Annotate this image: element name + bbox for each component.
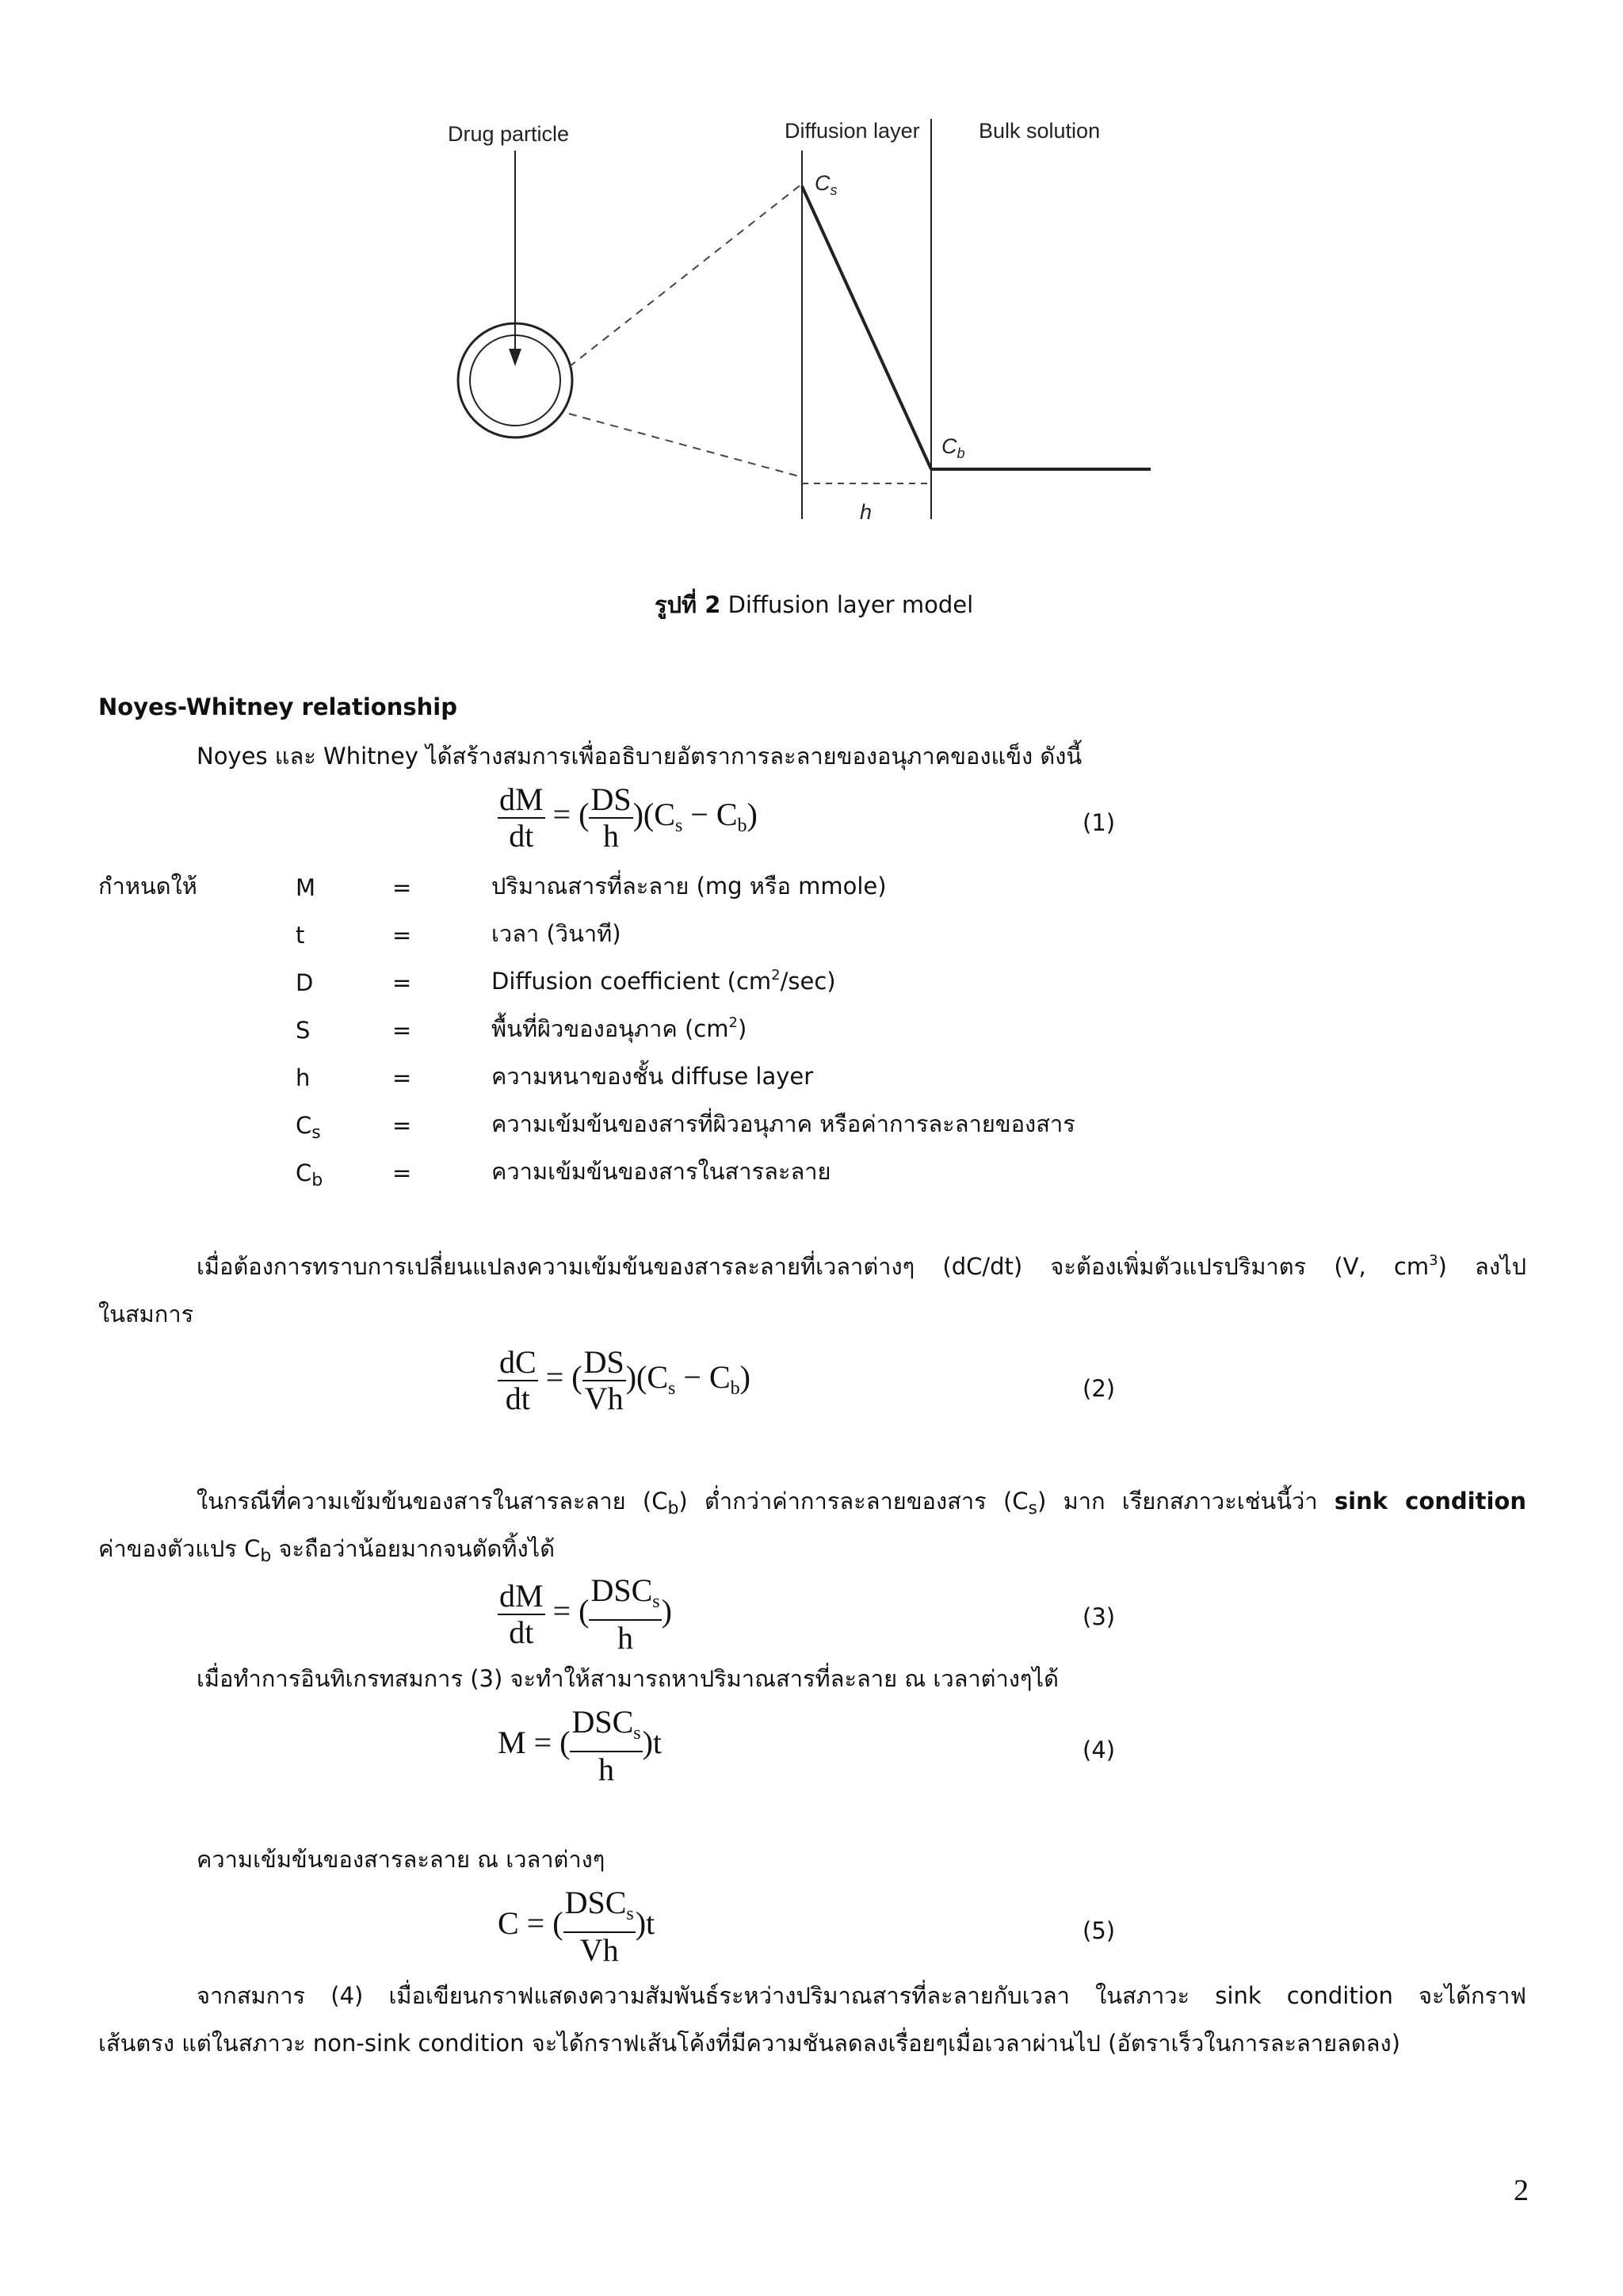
definition-equals: = [392, 1159, 412, 1186]
definitions-given-label: กำหนดให้ [98, 873, 197, 900]
projection-line-bottom [569, 414, 802, 477]
equation-5-number: (5) [1083, 1917, 1116, 1944]
paragraph-volume-line-1: เมื่อต้องการทราบการเปลี่ยนแปลงความเข้มข้นของสารละลายที่เวลาต่างๆ (dC/dt) จะต้องเพิ่มตัวแปรปริมาตร (V, $cm^3$) ลงไป [197, 1252, 1526, 1280]
definition-desc-t: เวลา (วินาที) [491, 920, 621, 947]
projection-line-top [569, 184, 802, 367]
definition-symbol-cb: $C_b$ [296, 1159, 323, 1190]
equation-5: C = ( $\frac{DSC_s}{Vh}$ )t [498, 1885, 655, 1968]
definition-equals: = [392, 922, 412, 949]
definition-desc-d: Diffusion coefficient $(cm^2/\sec)$ [491, 967, 836, 995]
equation-1-number: (1) [1083, 809, 1116, 836]
definition-equals: = [392, 874, 412, 901]
figure-caption [655, 590, 973, 619]
figure-caption-text: Diffusion layer model [727, 591, 974, 618]
paragraph-graph-line-1: จากสมการ (4) เมื่อเขียนกราฟแสดงความสัมพันธ์ระหว่างปริมาณสารที่ละลายกับเวลา ในสภาวะ sink condition จะได้กราฟ [197, 1982, 1526, 2009]
paragraph-integrate: เมื่อทำการอินทิเกรทสมการ (3) จะทำให้สามารถหาปริมาณสารที่ละลาย ณ เวลาต่างๆได้ [197, 1665, 1059, 1692]
equation-3-number: (3) [1083, 1603, 1116, 1630]
definition-desc-cb: ความเข้มข้นของสารในสารละลาย [491, 1158, 831, 1185]
paragraph-sink-line-2: ค่าของตัวแปร $C_b$ จะถือว่าน้อยมากจนตัดทิ้งได้ [98, 1535, 556, 1566]
definition-equals: = [392, 1112, 412, 1139]
definition-symbol-cs: $C_s$ [296, 1112, 321, 1143]
intro-paragraph: Noyes และ Whitney ได้สร้างสมการเพื่ออธิบายอัตราการละลายของอนุภาคของแข็ง ดังนี้ [197, 743, 1083, 770]
definition-symbol-h: h [296, 1064, 311, 1091]
equation-2-number: (2) [1083, 1375, 1116, 1402]
drug-particle-label: Drug particle [448, 122, 570, 146]
bulk-solution-label: Bulk solution [979, 119, 1101, 143]
definition-symbol-t: t [296, 922, 305, 949]
equation-1: $\frac{dM}{dt}$ = ( $\frac{DS}{h}$ )$(C_s - C_b)$ [499, 781, 758, 854]
paragraph-concentration: ความเข้มข้นของสารละลาย ณ เวลาต่างๆ [197, 1846, 605, 1873]
equation-2: $\frac{dC}{dt}$ = ( $\frac{DS}{Vh}$ )$(C_s - C_b)$ [499, 1344, 750, 1416]
definition-equals: = [392, 969, 412, 996]
definition-desc-m: ปริมาณสารที่ละลาย (mg หรือ mmole) [491, 873, 887, 900]
diffusion-layer-label: Diffusion layer [785, 119, 920, 143]
page-number: 2 [1514, 2174, 1529, 2207]
definition-symbol-m: M [296, 874, 316, 901]
figure-caption-label: รูปที่ 2 [655, 591, 721, 618]
definition-desc-s: พื้นที่ผิวของอนุภาค $(cm^2)$ [491, 1014, 747, 1042]
paragraph-sink-line-1: ในกรณีที่ความเข้มข้นของสารในสารละลาย $(C_b)$ ต่ำกว่าค่าการละลายของสาร $(C_s)$ มาก เรียกสภาวะเช่นนี้ว่า sink condition [197, 1488, 1526, 1519]
section-heading: Noyes-Whitney relationship [98, 693, 457, 720]
h-label: h [860, 500, 873, 524]
definition-desc-cs: ความเข้มข้นของสารที่ผิวอนุภาค หรือค่าการละลายของสาร [491, 1110, 1075, 1137]
diffusion-layer-diagram [0, 0, 1623, 571]
definition-symbol-s: S [296, 1017, 311, 1044]
cs-label: $C_s$ [815, 171, 838, 198]
cb-label: $C_b$ [941, 434, 965, 461]
particle-arrow-head [509, 349, 521, 366]
definition-equals: = [392, 1017, 412, 1044]
paragraph-graph-line-2: เส้นตรง แต่ในสภาวะ non-sink condition จะได้กราฟเส้นโค้งที่มีความชันลดลงเรื่อยๆเมื่อเวลาผ่านไป (อัตราเร็วในการละลายลดลง) [98, 2030, 1400, 2057]
definition-equals: = [392, 1064, 412, 1091]
equation-4: M = ( $\frac{DSC_s}{h}$ )t [498, 1704, 663, 1787]
equation-3: $\frac{dM}{dt}$ = ( $\frac{DSC_s}{h}$ ) [499, 1572, 672, 1656]
definition-desc-h: ความหนาของชั้น diffuse layer [491, 1063, 814, 1090]
definition-symbol-d: D [296, 969, 314, 996]
concentration-gradient-line [802, 186, 931, 469]
equation-4-number: (4) [1083, 1736, 1116, 1763]
paragraph-volume-line-2: ในสมการ [98, 1301, 194, 1328]
